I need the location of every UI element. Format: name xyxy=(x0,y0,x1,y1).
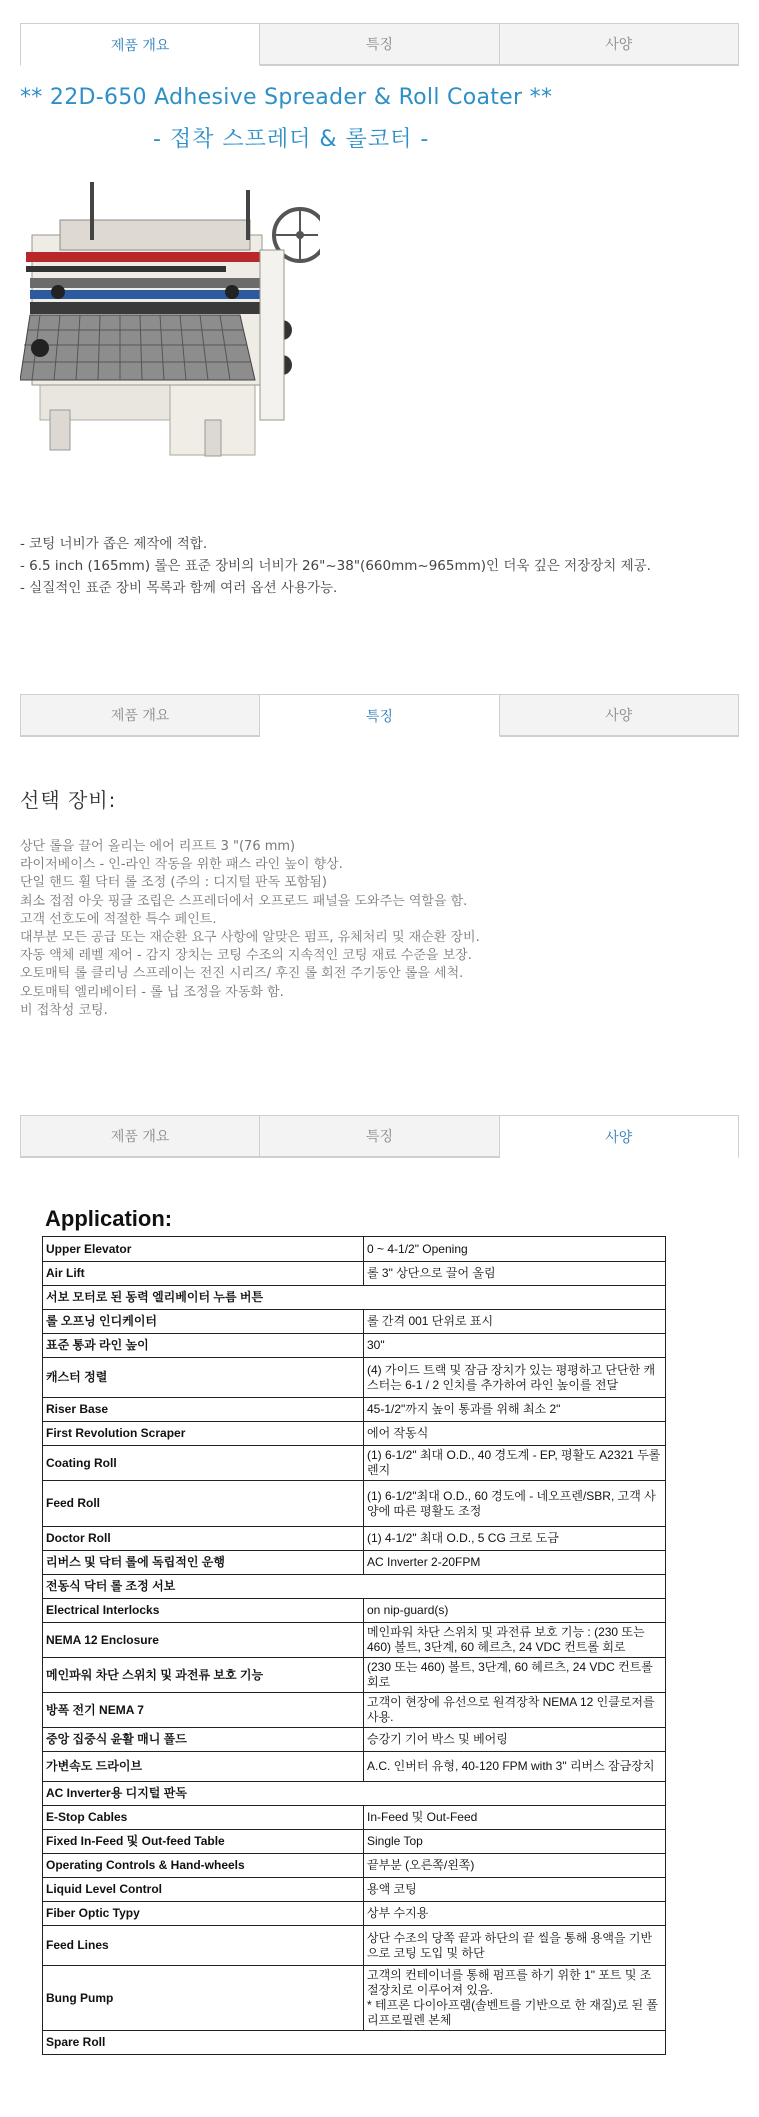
table-row xyxy=(43,1237,666,1262)
spec-value: (1) 4-1/2" 최대 O.D., 5 CG 크로 도금 xyxy=(364,1527,666,1551)
table-row xyxy=(43,1830,666,1854)
spec-key: Air Lift xyxy=(43,1262,364,1286)
table-row xyxy=(43,1806,666,1830)
tab-bar-overview xyxy=(20,23,739,66)
spec-key: 캐스터 정렬 xyxy=(43,1358,364,1398)
spec-key: 중앙 집중식 윤활 매니 폴드 xyxy=(43,1728,364,1752)
tab-overview[interactable]: 제품 개요 xyxy=(20,23,260,66)
tab-features[interactable]: 특징 xyxy=(260,23,499,65)
table-row xyxy=(43,1782,666,1806)
tab-features[interactable]: 특징 xyxy=(260,1115,499,1157)
spec-key: Coating Roll xyxy=(43,1446,364,1481)
product-title: ** 22D-650 Adhesive Spreader & Roll Coater ** xyxy=(20,85,553,110)
table-row xyxy=(43,1398,666,1422)
spec-section-label: AC Inverter용 디지털 판독 xyxy=(43,1782,666,1806)
feature-line: 오토매틱 엘리베이터 - 롤 닙 조정을 자동화 함. xyxy=(20,984,284,1000)
table-row xyxy=(43,1422,666,1446)
spec-key: Upper Elevator xyxy=(43,1237,364,1262)
tab-overview[interactable]: 제품 개요 xyxy=(20,694,260,736)
overview-bullet: - 실질적인 표준 장비 목록과 함께 여러 옵션 사용가능. xyxy=(20,580,338,596)
spec-key: Fixed In-Feed 및 Out-feed Table xyxy=(43,1830,364,1854)
feature-line: 오토매틱 롤 클리닝 스프레이는 전진 시리즈/ 후진 롤 회전 주기동안 롤을 세척. xyxy=(20,966,464,982)
table-row xyxy=(43,1358,666,1398)
spec-value: 용액 코팅 xyxy=(364,1878,666,1902)
spec-key: Riser Base xyxy=(43,1398,364,1422)
table-row xyxy=(43,1334,666,1358)
table-row xyxy=(43,1481,666,1527)
spec-value: (230 또는 460) 볼트, 3단계, 60 헤르츠, 24 VDC 컨트롤 회로 xyxy=(364,1658,666,1693)
tab-specs[interactable]: 사양 xyxy=(500,1115,739,1158)
spec-key: First Revolution Scraper xyxy=(43,1422,364,1446)
spec-key: Bung Pump xyxy=(43,1966,364,2031)
spec-value: 롤 간격 001 단위로 표시 xyxy=(364,1310,666,1334)
spec-key: 방폭 전기 NEMA 7 xyxy=(43,1693,364,1728)
feature-line: 대부분 모든 공급 또는 재순환 요구 사항에 알맞은 펌프, 유체처리 및 재순환 장비. xyxy=(20,930,480,946)
spec-key: Liquid Level Control xyxy=(43,1878,364,1902)
spec-key: 가변속도 드라이브 xyxy=(43,1752,364,1782)
spec-value: 메인파워 차단 스위치 및 과전류 보호 기능 : (230 또는 460) 볼트, 3단계, 60 헤르츠, 24 VDC 컨트롤 회로 xyxy=(364,1623,666,1658)
table-row xyxy=(43,2031,666,2055)
spec-key: Feed Lines xyxy=(43,1926,364,1966)
overview-bullets xyxy=(20,533,651,599)
tab-bar-features xyxy=(20,694,739,737)
spec-value: 45-1/2"까지 높이 통과를 위해 최소 2" xyxy=(364,1398,666,1422)
spec-key: Fiber Optic Typy xyxy=(43,1902,364,1926)
table-row xyxy=(43,1926,666,1966)
spec-key: Doctor Roll xyxy=(43,1527,364,1551)
table-row xyxy=(43,1286,666,1310)
spec-value: 상부 수지용 xyxy=(364,1902,666,1926)
spec-key: Electrical Interlocks xyxy=(43,1599,364,1623)
feature-line: 고객 선호도에 적절한 특수 페인트. xyxy=(20,911,217,927)
table-row xyxy=(43,1623,666,1658)
table-row xyxy=(43,1527,666,1551)
spec-value: 승강기 기어 박스 및 베어링 xyxy=(364,1728,666,1752)
spec-key: NEMA 12 Enclosure xyxy=(43,1623,364,1658)
spec-section-label: 서보 모터로 된 동력 엘리베이터 누름 버튼 xyxy=(43,1286,666,1310)
spec-key: Operating Controls & Hand-wheels xyxy=(43,1854,364,1878)
spec-value: In-Feed 및 Out-Feed xyxy=(364,1806,666,1830)
spec-table xyxy=(42,1236,666,2055)
feature-line: 최소 접점 아웃 핑글 조립은 스프레더에서 오프로드 패널을 도와주는 역할을 함. xyxy=(20,893,468,909)
feature-line: 라이저베이스 - 인-라인 작동을 위한 패스 라인 높이 향상. xyxy=(20,857,343,873)
table-row xyxy=(43,1575,666,1599)
table-row xyxy=(43,1902,666,1926)
tab-bar-specs xyxy=(20,1115,739,1158)
spec-value: A.C. 인버터 유형, 40-120 FPM with 3" 리버스 잠금장치 xyxy=(364,1752,666,1782)
table-row xyxy=(43,1262,666,1286)
tab-overview[interactable]: 제품 개요 xyxy=(20,1115,260,1157)
spec-key: 메인파워 차단 스위치 및 과전류 보호 기능 xyxy=(43,1658,364,1693)
product-photo xyxy=(20,180,320,462)
tab-specs[interactable]: 사양 xyxy=(500,23,739,65)
feature-line: 비 접착성 코팅. xyxy=(20,1002,108,1018)
spec-key: E-Stop Cables xyxy=(43,1806,364,1830)
table-row xyxy=(43,1551,666,1575)
table-row xyxy=(43,1878,666,1902)
spec-value: AC Inverter 2-20FPM xyxy=(364,1551,666,1575)
table-row xyxy=(43,1446,666,1481)
overview-bullet: - 코팅 너비가 좁은 제작에 적합. xyxy=(20,536,208,552)
features-list xyxy=(20,838,480,1020)
spec-value: (4) 가이드 트랙 및 잠금 장치가 있는 평평하고 단단한 캐스터는 6-1 / 2 인치를 추가하여 라인 높이를 전달 xyxy=(364,1358,666,1398)
overview-bullet: - 6.5 inch (165mm) 롤은 표준 장비의 너비가 26"~38"(660mm~965mm)인 더욱 깊은 저장장치 제공. xyxy=(20,558,651,574)
spec-value: 30" xyxy=(364,1334,666,1358)
spec-section-label: 전동식 닥터 롤 조정 서보 xyxy=(43,1575,666,1599)
spec-value: 에어 작동식 xyxy=(364,1422,666,1446)
product-subtitle: - 접착 스프레더 & 롤코터 - xyxy=(153,127,430,152)
spec-value: (1) 6-1/2"최대 O.D., 60 경도에 - 네오프렌/SBR, 고객 사양에 따른 평활도 조정 xyxy=(364,1481,666,1527)
spec-key: 표준 통과 라인 높이 xyxy=(43,1334,364,1358)
spec-key: 리버스 및 닥터 롤에 독립적인 운행 xyxy=(43,1551,364,1575)
spec-value: Single Top xyxy=(364,1830,666,1854)
feature-line: 단일 핸드 휠 닥터 롤 조정 (주의 : 디지털 판독 포함됨) xyxy=(20,875,328,891)
spec-value: 끝부분 (오른쪽/왼쪽) xyxy=(364,1854,666,1878)
spec-value: (1) 6-1/2" 최대 O.D., 40 경도계 - EP, 평활도 A2321 두롤렌지 xyxy=(364,1446,666,1481)
feature-line: 자동 액체 레벨 제어 - 감지 장치는 코팅 수조의 지속적인 코팅 재료 수준을 보장. xyxy=(20,948,472,964)
spec-key: 롤 오프닝 인디케이터 xyxy=(43,1310,364,1334)
table-row xyxy=(43,1658,666,1693)
spec-value: 고객이 현장에 유선으로 원격장착 NEMA 12 인클로저를 사용. xyxy=(364,1693,666,1728)
spec-section-label: Spare Roll xyxy=(43,2031,666,2055)
spec-value: 상단 수조의 당쪽 끝과 하단의 끝 씰을 통해 용액을 기반으로 코팅 도입 및 하단 xyxy=(364,1926,666,1966)
table-row xyxy=(43,1728,666,1752)
feature-line: 상단 롤을 끌어 올리는 에어 리프트 3 "(76 mm) xyxy=(20,839,296,854)
tab-specs[interactable]: 사양 xyxy=(500,694,739,736)
table-row xyxy=(43,1854,666,1878)
table-row xyxy=(43,1599,666,1623)
options-heading: 선택 장비: xyxy=(20,788,117,812)
table-row xyxy=(43,1310,666,1334)
table-row xyxy=(43,1966,666,2031)
spec-value: 0 ~ 4-1/2" Opening xyxy=(364,1237,666,1262)
spec-value: 롤 3" 상단으로 끌어 올림 xyxy=(364,1262,666,1286)
table-row xyxy=(43,1752,666,1782)
table-row xyxy=(43,1693,666,1728)
spec-key: Feed Roll xyxy=(43,1481,364,1527)
tab-features[interactable]: 특징 xyxy=(260,694,499,737)
spec-value: 고객의 컨테이너를 통해 펌프를 하기 위한 1" 포트 및 조절장치로 이루어져 있음. * 테프론 다이아프램(솔벤트를 기반으로 한 재질)로 된 폴리프로필렌 본체 xyxy=(364,1966,666,2031)
application-heading: Application: xyxy=(45,1206,173,1231)
spec-value: on nip-guard(s) xyxy=(364,1599,666,1623)
